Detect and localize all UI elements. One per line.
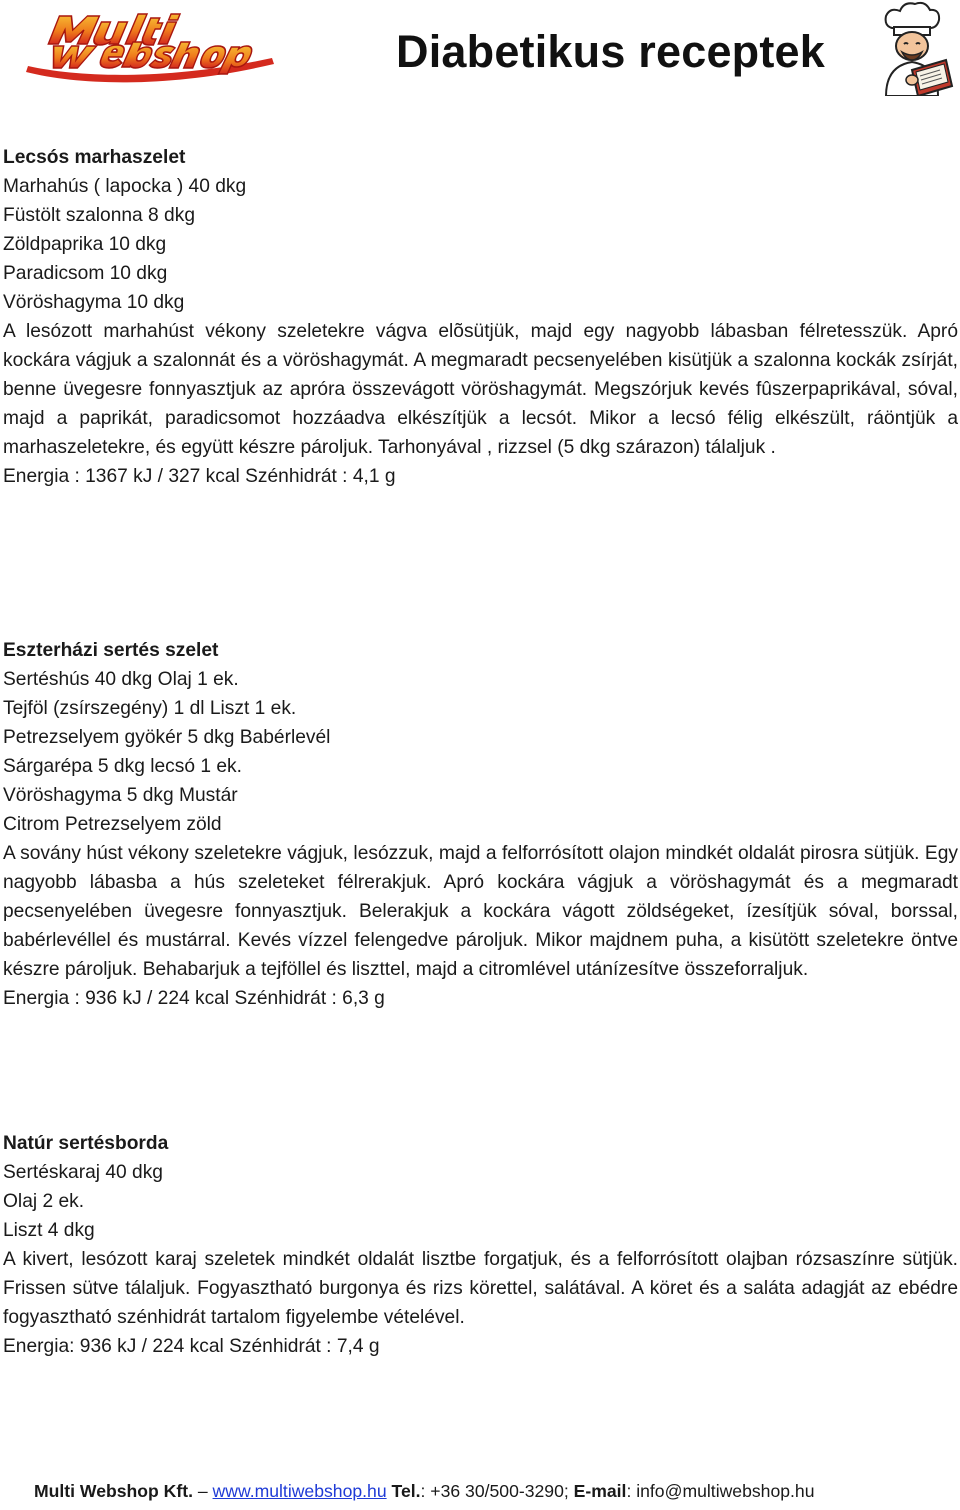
recipe-eszterhazi-sertes-szelet <box>3 636 958 1013</box>
footer-tel-label: Tel. <box>391 1481 421 1501</box>
multi-webshop-logo[interactable] <box>22 8 282 86</box>
recipe-energy: Energia: 936 kJ / 224 kcal Szénhidrát : 7,4 g <box>3 1336 380 1357</box>
ingredient-line: Tejföl (zsírszegény) 1 dl Liszt 1 ek. <box>3 698 297 719</box>
ingredient-line: Petrezselyem gyökér 5 dkg Babérlevél <box>3 727 331 748</box>
multi-webshop-logo-graphic <box>22 8 282 86</box>
recipe-title: Eszterházi sertés szelet <box>3 640 219 661</box>
ingredient-line: Citrom Petrezselyem zöld <box>3 814 222 835</box>
recipe-natur-sertesborda <box>3 1129 958 1361</box>
footer-company: Multi Webshop Kft. <box>34 1481 193 1501</box>
recipes-content <box>3 143 958 1361</box>
recipe-energy: Energia : 1367 kJ / 327 kcal Szénhidrát : 4,1 g <box>3 466 396 487</box>
recipe-title: Lecsós marhaszelet <box>3 147 186 168</box>
footer-dash: – <box>192 1481 213 1501</box>
footer-website-link[interactable]: www.multiwebshop.hu <box>212 1481 387 1501</box>
recipe-energy: Energia : 936 kJ / 224 kcal Szénhidrát : 6,3 g <box>3 988 385 1009</box>
recipe-description: A sovány húst vékony szeletekre vágjuk, lesózzuk, majd a felforrósított olajon mindkét oldalát pirosra sütjük. Egy nagyobb lábasba a hús szeleteket félrerakjuk. Apró kockára vágjuk a vöröshagymát és a megmaradt pecsenyelében üvegesre fonnyasztjuk. Belerakjuk a kockára vágott zöldségeket, ízesítjük sóval, borssal, babérlevéllel és mustárral. Kevés vízzel felengedve pároljuk. Mikor majdnem puha, a kisütött szeletekre öntve készre pároljuk. Behabarjuk a tejföllel és liszttel, majd a citromlével utánízesítve összeforraljuk. <box>3 843 958 980</box>
recipe-description: A kivert, lesózott karaj szeletek mindkét oldalát lisztbe forgatjuk, és a felforrósított olajban rózsaszínre sütjük. Frissen sütve tálaljuk. Fogyasztható burgonya és rizs körettel, salátával. A köret és a saláta adagját az ebédre fogyasztható szénhidrát tartalom figyelembe vételével. <box>3 1249 958 1328</box>
section-spacer <box>3 1013 958 1129</box>
ingredient-line: Vöröshagyma 5 dkg Mustár <box>3 785 238 806</box>
recipe-description: A lesózott marhahúst vékony szeletekre vágva elõsütjük, majd egy nagyobb lábasban félretesszük. Apró kockára vágjuk a szalonnát és a vöröshagymát. A megmaradt pecsenyelében kisütjük a szalonna kockák zsírját, benne üvegesre fonnyasztjuk az apróra összevágott vöröshagymát. Megszórjuk kevés fûszerpaprikával, sóval, majd a paprikát, paradicsomot hozzáadva elkészítjük a lecsót. Mikor a lecsó félig elkészült, ráöntjük a marhaszeletekre, és együtt készre pároljuk. Tarhonyával , rizzsel (5 dkg szárazon) tálaljuk . <box>3 321 958 458</box>
page-header <box>0 0 960 100</box>
ingredient-line: Sertéshús 40 dkg Olaj 1 ek. <box>3 669 239 690</box>
ingredient-line: Sárgarépa 5 dkg lecsó 1 ek. <box>3 756 242 777</box>
ingredient-line: Marhahús ( lapocka ) 40 dkg <box>3 176 247 197</box>
ingredient-line: Olaj 2 ek. <box>3 1191 85 1212</box>
ingredient-line: Vöröshagyma 10 dkg <box>3 292 185 313</box>
ingredient-line: Liszt 4 dkg <box>3 1220 95 1241</box>
chef-reading-book-icon <box>862 0 958 96</box>
ingredient-line: Sertéskaraj 40 dkg <box>3 1162 163 1183</box>
ingredient-line: Zöldpaprika 10 dkg <box>3 234 167 255</box>
page-footer <box>34 1481 815 1502</box>
section-spacer <box>3 491 958 636</box>
site-title: Diabetikus receptek <box>396 26 825 77</box>
footer-email-label: E-mail <box>573 1481 627 1501</box>
recipe-lecsos-marhaszelet <box>3 143 958 491</box>
footer-email-value: : info@multiwebshop.hu <box>626 1481 815 1501</box>
ingredient-line: Füstölt szalonna 8 dkg <box>3 205 195 226</box>
footer-tel-value: : +36 30/500-3290; <box>420 1481 574 1501</box>
ingredient-line: Paradicsom 10 dkg <box>3 263 168 284</box>
recipe-title: Natúr sertésborda <box>3 1133 169 1154</box>
